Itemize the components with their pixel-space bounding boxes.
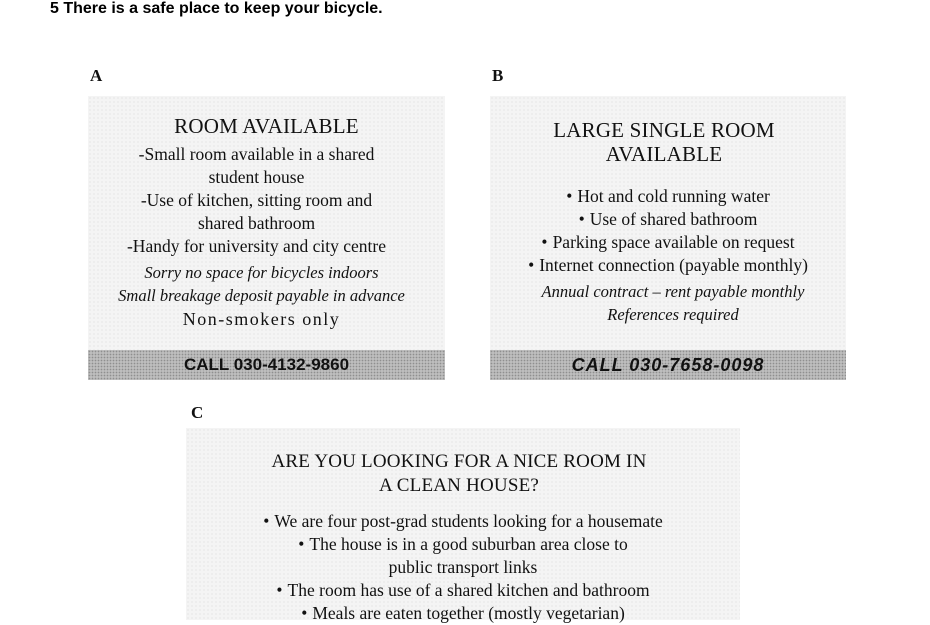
ad-b-conditions: [490, 280, 846, 326]
ad-c-item-continuation: public transport links: [388, 557, 538, 577]
ad-a-italic-line: Small breakage deposit payable in advance: [118, 286, 405, 305]
ad-a-line: shared bathroom: [197, 213, 316, 233]
ad-c-heading-line: A CLEAN HOUSE?: [378, 475, 540, 496]
ad-b-call-bar: CALL 030-7658-0098: [490, 350, 846, 380]
ad-c-item: • We are four post-grad students looking for a housemate: [186, 510, 740, 533]
ad-b-bullet: • Internet connection (payable monthly): [490, 254, 846, 277]
ad-c-item: • The room has use of a shared kitchen and bathroom: [186, 579, 740, 602]
ad-c-heading: [186, 450, 740, 498]
ad-c-item: • Meals are eaten together (mostly vegetarian): [186, 602, 740, 625]
ad-c-items: [186, 510, 740, 625]
ad-c-label: C: [191, 403, 204, 422]
ad-a-line: -Use of kitchen, sitting room and: [140, 190, 373, 210]
ad-a-call-bar: CALL 030-4132-9860: [88, 350, 445, 380]
ad-a-card: [88, 96, 445, 380]
ad-b-italic-line: References required: [607, 305, 739, 324]
ad-b-bullet: • Parking space available on request: [490, 231, 846, 254]
ad-a-line: student house: [208, 167, 305, 187]
ad-a-line: -Handy for university and city centre: [126, 236, 386, 256]
ad-b-card: [490, 96, 846, 380]
question-text: 5 There is a safe place to keep your bicycle.: [50, 0, 383, 17]
ad-a-line: -Small room available in a shared: [138, 144, 375, 164]
ad-b-bullets: [490, 185, 846, 277]
ad-a-italic-line: Sorry no space for bicycles indoors: [144, 263, 379, 282]
ad-a-note: Non-smokers only: [182, 309, 341, 329]
ad-b-italic-line: Annual contract – rent payable monthly: [541, 282, 805, 301]
ad-b-label: B: [492, 66, 504, 85]
ad-c-card: [186, 428, 740, 623]
ad-a-conditions: [88, 261, 445, 307]
ad-b-heading: [490, 118, 846, 166]
ad-a-label: A: [90, 66, 103, 85]
ad-c-heading-line: ARE YOU LOOKING FOR A NICE ROOM IN: [271, 451, 647, 472]
ad-b-heading-line: AVAILABLE: [605, 142, 723, 166]
ad-c-item: • The house is in a good suburban area close to: [186, 533, 740, 556]
ad-b-bullet: • Use of shared bathroom: [490, 208, 846, 231]
ad-b-bullet: • Hot and cold running water: [490, 185, 846, 208]
ad-a-lines: [88, 143, 445, 258]
ad-b-heading-line: LARGE SINGLE ROOM: [553, 118, 775, 142]
ad-a-heading: ROOM AVAILABLE: [174, 114, 359, 138]
